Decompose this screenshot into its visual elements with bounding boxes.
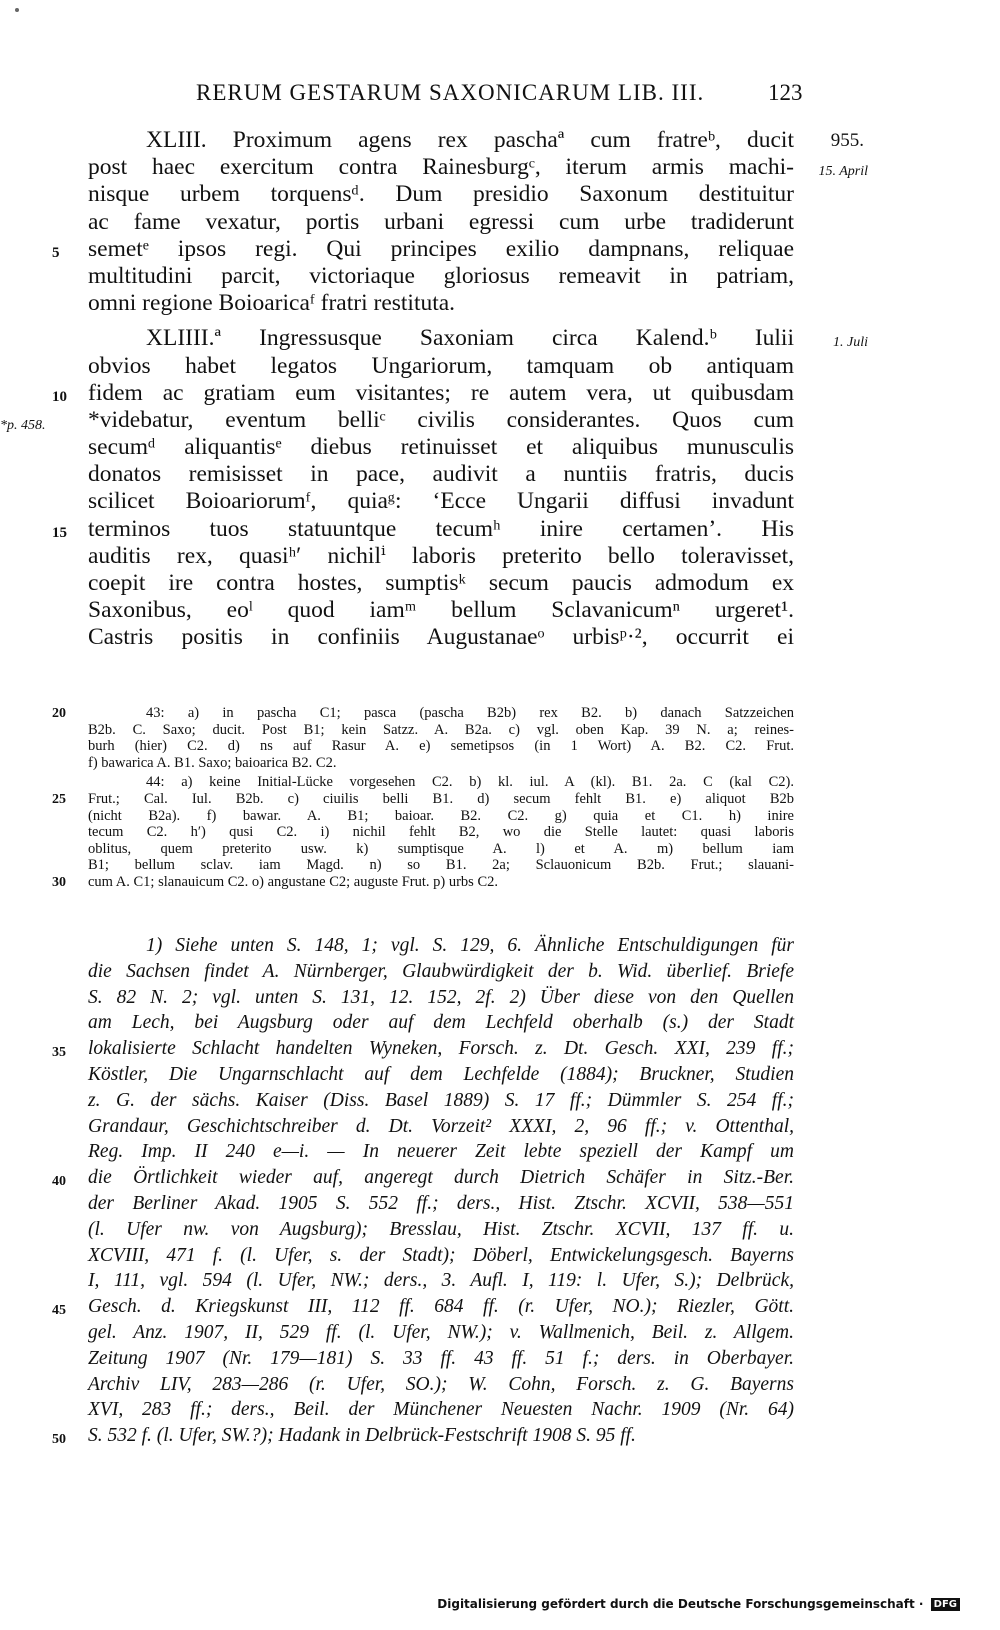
note-line bbox=[52, 1165, 794, 1191]
note-line bbox=[88, 1268, 794, 1294]
line-text: Grandaur, Geschichtschreiber d. Dt. Vorzeit² XXXI, 2, 96 ff.; v. Ottenthal, bbox=[88, 1115, 794, 1137]
line-text: post haec exercitum contra Rainesburgᶜ, iterum armis machi- bbox=[88, 154, 794, 181]
page-header bbox=[0, 80, 1000, 110]
line-text: *videbatur, eventum belliᶜ civilis considerantes. Quos cum bbox=[88, 406, 794, 433]
note-line bbox=[88, 1139, 794, 1165]
dfg-logo: DFG bbox=[931, 1598, 960, 1611]
line-text: obvios habet legatos Ungariorum, tamquam ob antiquam bbox=[88, 352, 794, 379]
line-text: donatos remisisset in pace, audivit a nuntiis fratris, ducis bbox=[88, 461, 794, 488]
apparatus-line bbox=[52, 790, 794, 808]
line-text: z. G. der sächs. Kaiser (Diss. Basel 1889) S. 17 ff.; Dümmler S. 254 ff.; bbox=[88, 1089, 794, 1111]
note-line bbox=[52, 1036, 794, 1062]
note-line bbox=[88, 1191, 794, 1217]
note-line bbox=[88, 1010, 794, 1036]
line-number: 30 bbox=[52, 874, 66, 890]
line-text: S. 82 N. 2; vgl. unten S. 131, 12. 152, 2f. 2) Über diese von den Quellen bbox=[88, 986, 794, 1008]
line-text: (nicht B2a). f) bawar. A. B1; baioar. B2. C2. g) quia et C1. h) inire bbox=[88, 807, 794, 824]
line-text: B2b. C. Saxo; ducit. Post B1; kein Satzz. A. B2a. c) vgl. oben Kap. 39 N. a; reines- bbox=[88, 721, 794, 738]
funding-notice bbox=[437, 1597, 960, 1611]
main-line bbox=[52, 379, 794, 407]
line-text: Köstler, Die Ungarnschlacht auf dem Lechfelde (1884); Bruckner, Studien bbox=[88, 1063, 794, 1085]
line-number: 5 bbox=[52, 244, 60, 261]
margin-date: 15. April bbox=[818, 164, 868, 180]
note-line bbox=[88, 1062, 794, 1088]
running-title: RERUM GESTARUM SAXONICARUM LIB. III. bbox=[196, 80, 705, 105]
line-text: am Lech, bei Augsburg oder auf dem Lechfeld oberhalb (s.) der Stadt bbox=[88, 1012, 794, 1034]
line-text: omni regione Boioaricaᶠ fratri restituta. bbox=[88, 290, 456, 317]
note-line bbox=[88, 1217, 794, 1243]
line-number: 50 bbox=[52, 1432, 66, 1448]
line-text: Saxonibus, eoˡ quod iamᵐ bellum Sclavanicumⁿ urgeret¹. bbox=[88, 597, 794, 624]
line-text: 1) Siehe unten S. 148, 1; vgl. S. 129, 6. Ähnliche Entschuldigungen für bbox=[146, 935, 794, 956]
line-text: terminos tuos statuuntque tecumʰ inire certamen’. His bbox=[88, 515, 794, 542]
line-text: Castris positis in confiniis Augustanaeᵒ urbisᵖ·², occurrit ei bbox=[88, 624, 794, 651]
apparatus-line bbox=[88, 824, 794, 841]
line-text: S. 532 f. (l. Ufer, SW.?); Hadank in Delbrück-Festschrift 1908 S. 95 ff. bbox=[88, 1425, 636, 1447]
line-text: burh (hier) C2. d) ns auf Rasur A. e) semetipsos (in 1 Wort) A. B2. C2. Frut. bbox=[88, 738, 794, 755]
main-line bbox=[88, 290, 794, 317]
page-footer bbox=[0, 1597, 1000, 1617]
main-line bbox=[0, 406, 794, 434]
line-text: ac fame vexatur, portis urbani egressi cum urbe tradiderunt bbox=[88, 208, 794, 235]
line-text: semetᵉ ipsos regi. Qui principes exilio dampnans, reliquae bbox=[88, 235, 794, 262]
line-number: 10 bbox=[52, 388, 67, 405]
line-text: Reg. Imp. II 240 e—i. — In neuerer Zeit lebte speziell der Kampf um bbox=[88, 1141, 794, 1163]
line-text: lokalisierte Schlacht handelten Wyneken, Forsch. z. Dt. Gesch. XXI, 239 ff.; bbox=[88, 1038, 794, 1060]
main-line bbox=[88, 488, 794, 515]
apparatus-line bbox=[88, 755, 794, 772]
line-text: Gesch. d. Kriegskunst III, 112 ff. 684 ff. (r. Ufer, NO.); Riezler, Gött. bbox=[88, 1296, 794, 1318]
main-line bbox=[88, 461, 794, 488]
main-line bbox=[52, 235, 794, 263]
line-text: XLIIII.ª Ingressusque Saxoniam circa Kalend.ᵇ Iulii bbox=[146, 325, 794, 352]
line-text: I, 111, vgl. 594 (l. Ufer, NW.; ders., 3. Aufl. I, 119: l. Ufer, S.); Delbrück, bbox=[88, 1270, 794, 1292]
line-number: 45 bbox=[52, 1303, 66, 1319]
apparatus-line bbox=[52, 873, 794, 891]
page-reference: *p. 458. bbox=[0, 417, 46, 433]
line-text: 43: a) in pascha C1; pasca (pascha B2b) rex B2. b) danach Satzzeichen bbox=[146, 705, 794, 721]
main-line bbox=[88, 325, 868, 352]
main-line bbox=[88, 209, 794, 236]
main-line bbox=[88, 434, 794, 461]
line-text: XVI, 283 ff.; ders., Beil. der Münchener Neuesten Nachr. 1909 (Nr. 64) bbox=[88, 1399, 794, 1421]
apparatus-line bbox=[88, 808, 794, 825]
main-line bbox=[88, 597, 794, 624]
main-text bbox=[0, 127, 868, 652]
scan-speck bbox=[15, 8, 19, 12]
apparatus-line bbox=[52, 705, 794, 722]
line-number: 25 bbox=[52, 791, 66, 807]
line-number: 40 bbox=[52, 1174, 66, 1190]
line-text: Archiv LIV, 283—286 (r. Ufer, SO.); W. Cohn, Forsch. z. G. Bayerns bbox=[88, 1373, 794, 1395]
main-line bbox=[88, 263, 794, 290]
note-line bbox=[52, 1294, 794, 1320]
page-number: 123 bbox=[768, 80, 803, 105]
line-text: (l. Ufer nw. von Augsburg); Bresslau, Hist. Ztschr. XCVII, 137 ff. u. bbox=[88, 1218, 794, 1240]
line-text: fidem ac gratiam eum visitantes; re autem vera, ut quibusdam bbox=[88, 379, 794, 406]
line-text: XCVIII, 471 f. (l. Ufer, s. der Stadt); Döberl, Entwickelungsgesch. Bayerns bbox=[88, 1244, 794, 1266]
line-text: cum A. C1; slanauicum C2. o) angustane C2; auguste Frut. p) urbs C2. bbox=[88, 873, 498, 890]
historical-notes bbox=[52, 933, 794, 1449]
line-number: 35 bbox=[52, 1045, 66, 1061]
line-text: die Örtlichkeit wieder auf, angeregt durch Dietrich Schäfer in Sitz.-Ber. bbox=[88, 1167, 794, 1189]
note-line bbox=[88, 1397, 794, 1423]
main-line bbox=[88, 181, 794, 208]
line-text: oblitus, quem preterito usw. k) sumptisque A. l) et A. m) bellum iam bbox=[88, 840, 794, 857]
main-line bbox=[52, 515, 794, 543]
main-line bbox=[88, 127, 864, 154]
main-line bbox=[88, 154, 868, 181]
apparatus-line bbox=[88, 857, 794, 874]
note-line bbox=[88, 1114, 794, 1140]
line-text: B1; bellum sclav. iam Magd. n) so B1. 2a; Sclauonicum B2b. Frut.; slauani- bbox=[88, 857, 794, 874]
line-text: 44: a) keine Initial-Lücke vorgesehen C2. b) kl. iul. A (kl). B1. 2a. C (kal C2). bbox=[146, 774, 794, 791]
line-text: coepit ire contra hostes, sumptisᵏ secum paucis admodum ex bbox=[88, 570, 794, 596]
line-text: der Berliner Akad. 1905 S. 552 ff.; ders., Hist. Ztschr. XCVII, 538—551 bbox=[88, 1192, 794, 1214]
note-line bbox=[52, 1423, 794, 1449]
line-text: f) bawarica A. B1. Saxo; baioarica B2. C2. bbox=[88, 754, 337, 771]
line-text: die Sachsen findet A. Nürnberger, Glaubwürdigkeit der b. Wid. überlief. Briefe bbox=[88, 960, 794, 982]
apparatus-line bbox=[88, 738, 794, 755]
line-text: Zeitung 1907 (Nr. 179—181) S. 33 ff. 43 ff. 51 f.; ders. in Oberbayer. bbox=[88, 1347, 794, 1369]
note-line bbox=[88, 1088, 794, 1114]
note-line bbox=[88, 1372, 794, 1398]
note-line bbox=[88, 933, 794, 959]
margin-date: 1. Juli bbox=[833, 335, 868, 351]
line-text: Frut.; Cal. Iul. B2b. c) ciuilis belli B1. d) secum fehlt B1. e) aliquot B2b bbox=[88, 790, 794, 807]
line-text: tecum C2. h′) qusi C2. i) nichil fehlt B2, wo die Stelle lautet: quasi laboris bbox=[88, 824, 794, 841]
line-text: XLIII. Proximum agens rex paschaª cum fratreᵇ, ducit bbox=[146, 127, 794, 153]
line-number: 15 bbox=[52, 524, 67, 541]
funding-text: Digitalisierung gefördert durch die Deutsche Forschungsgemeinschaft · bbox=[437, 1597, 924, 1611]
line-text: scilicet Boioariorumᶠ, quiaᵍ: ‘Ecce Ungarii diffusi invadunt bbox=[88, 488, 794, 515]
main-line bbox=[88, 570, 794, 597]
line-text: nisque urbem torquensᵈ. Dum presidio Saxonum destituitur bbox=[88, 181, 794, 208]
apparatus-line bbox=[88, 841, 794, 858]
note-line bbox=[88, 959, 794, 985]
line-text: gel. Anz. 1907, II, 529 ff. (l. Ufer, NW.); v. Wallmenich, Beil. z. Allgem. bbox=[88, 1321, 794, 1343]
margin-year: 955. bbox=[830, 130, 864, 151]
note-line bbox=[88, 1243, 794, 1269]
note-line bbox=[88, 985, 794, 1011]
apparatus-line bbox=[88, 774, 794, 791]
critical-apparatus bbox=[52, 705, 794, 891]
line-text: secumᵈ aliquantisᵉ diebus retinuisset et aliquibus munusculis bbox=[88, 434, 794, 461]
line-number: 20 bbox=[52, 706, 66, 721]
note-line bbox=[88, 1320, 794, 1346]
main-line bbox=[88, 353, 794, 380]
main-line bbox=[88, 543, 794, 570]
line-text: multitudini parcit, victoriaque gloriosus remeavit in patriam, bbox=[88, 262, 794, 289]
main-line bbox=[88, 624, 794, 651]
line-text: auditis rex, quasiʰ′ nichilⁱ laboris preterito bello toleravisset, bbox=[88, 542, 794, 569]
apparatus-line bbox=[88, 722, 794, 739]
note-line bbox=[88, 1346, 794, 1372]
